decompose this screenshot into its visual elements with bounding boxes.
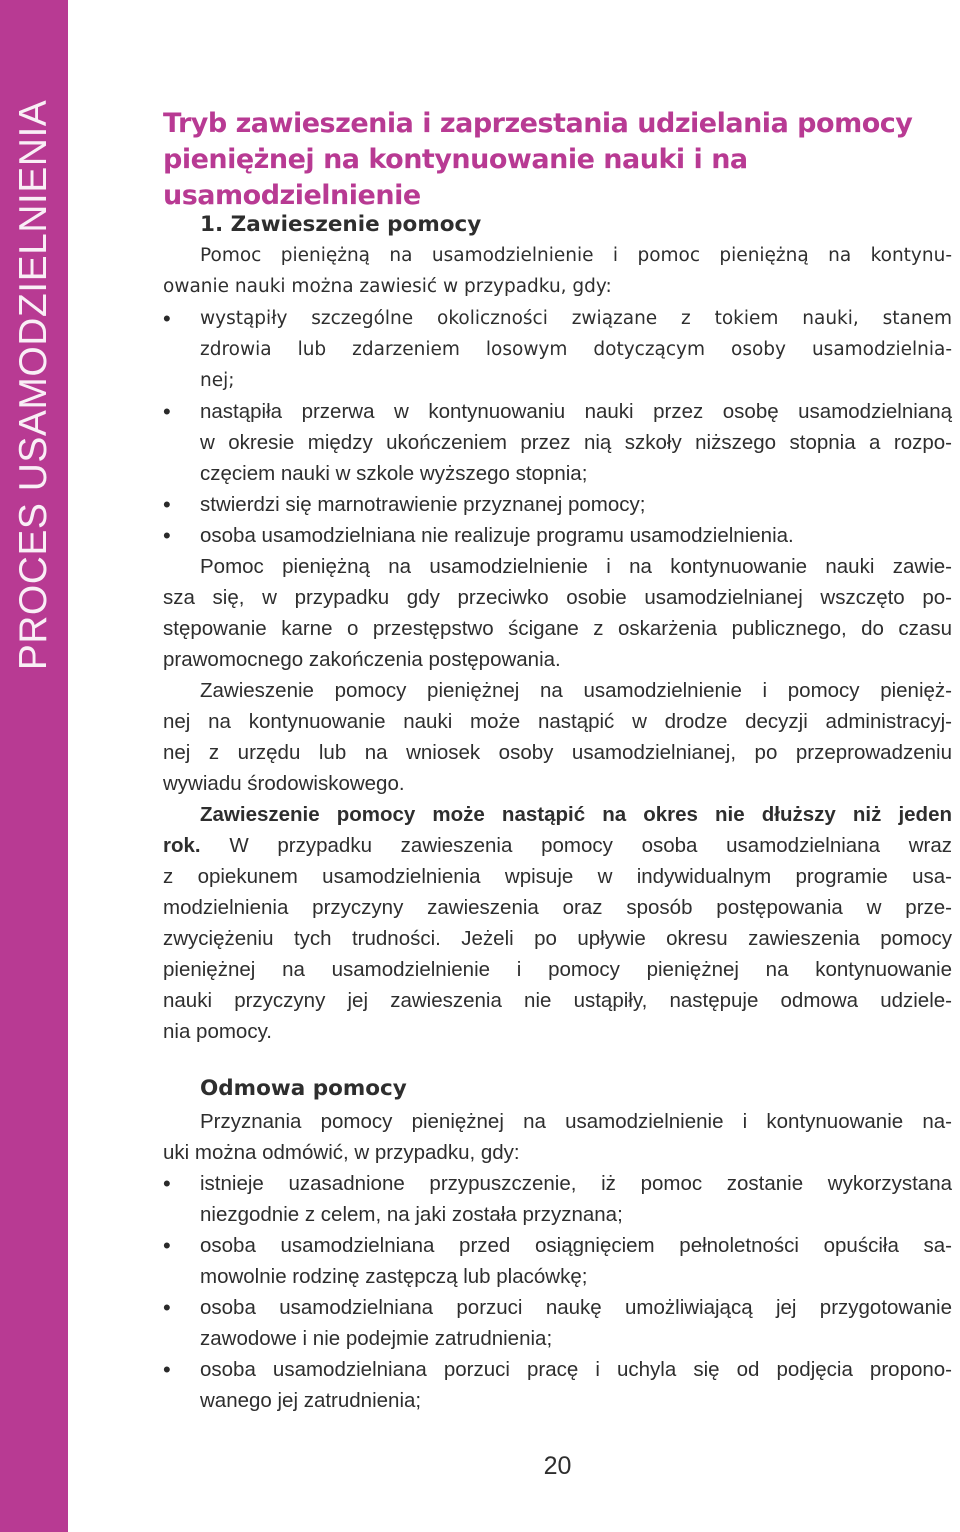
s1-bullet2-line-1: nastąpiła przerwa w kontynuowaniu nauki przez osobę usamodzielnianą [200, 400, 952, 423]
s2-bullet4-line-1: osoba usamodzielniana porzuci pracę i uchyla się od podjęcia propono- [200, 1358, 952, 1381]
s1-para1-line-1: Pomoc pieniężną na usamodzielnienie i na kontynuowanie nauki zawie- [200, 555, 952, 578]
page-number: 20 [543, 1452, 572, 1480]
s2-bullet4-line-2: wanego jej zatrudnienia; [200, 1389, 422, 1412]
s1-bullet2-line-3: częciem nauki w szkole wyższego stopnia; [200, 462, 588, 485]
s1-para1-line-2: sza się, w przypadku gdy przeciwko osobie usamodzielnianej wszczęto po- [163, 586, 952, 609]
bullet-icon: • [163, 523, 171, 548]
s1-para3-line-6: nauki przyczyny jej zawieszenia nie ustąpiły, następuje odmowa udziele- [163, 989, 952, 1012]
s1-bullet2-line-2: w okresie między ukończeniem przez nią szkoły niższego stopnia a rozpo- [200, 431, 952, 454]
s1-para3-line-7: nia pomocy. [163, 1020, 273, 1043]
s1-para3-bold-line-2: rok. [163, 834, 201, 857]
s1-para2-line-2: nej na kontynuowanie nauki może nastąpić w drodze decyzji administracyj- [163, 710, 952, 733]
s1-bullet1-line-3: nej; [200, 370, 235, 391]
page-title-line-1: Tryb zawieszenia i zaprzestania udzielania pomocy [163, 108, 913, 139]
s2-bullet2-line-1: osoba usamodzielniana przed osiągnięciem pełnoletności opuściła sa- [200, 1234, 952, 1257]
s1-bullet3-line-1: stwierdzi się marnotrawienie przyznanej pomocy; [200, 493, 646, 516]
s1-para3-line-4: zwyciężeniu tych trudności. Jeżeli po upływie okresu zawieszenia pomocy [163, 927, 952, 950]
page-title-line-2: pieniężnej na kontynuowanie nauki i na usamodzielnienie [163, 144, 748, 211]
bullet-icon: • [163, 306, 171, 331]
s2-intro-line-1: Przyznania pomocy pieniężnej na usamodzielnienie i kontynuowanie na- [200, 1110, 952, 1133]
s1-bullet1-line-2: zdrowia lub zdarzeniem losowym dotyczącym osoby usamodzielnia- [200, 339, 952, 360]
s2-bullet1-line-2: niezgodnie z celem, na jaki została przyznana; [200, 1203, 623, 1226]
bullet-icon: • [163, 492, 171, 517]
s1-intro-line-2: owanie nauki można zawiesić w przypadku, gdy: [163, 276, 612, 297]
s2-bullet2-line-2: mowolnie rodzinę zastępczą lub placówkę; [200, 1265, 588, 1288]
s1-para1-line-4: prawomocnego zakończenia postępowania. [163, 648, 561, 671]
s2-bullet3-line-1: osoba usamodzielniana porzuci naukę umożliwiającą jej przygotowanie [200, 1296, 952, 1319]
s2-bullet3-line-2: zawodowe i nie podejmie zatrudnienia; [200, 1327, 553, 1350]
bullet-icon: • [163, 1357, 171, 1382]
s1-intro-line-1: Pomoc pieniężną na usamodzielnienie i pomoc pieniężną na kontynu- [200, 245, 952, 266]
s1-para3-bold-line-1: Zawieszenie pomocy może nastąpić na okres nie dłuższy niż jeden [200, 803, 952, 826]
s1-bullet1-line-1: wystąpiły szczególne okoliczności związane z tokiem nauki, stanem [200, 308, 952, 329]
section-heading-odmowa: Odmowa pomocy [200, 1076, 407, 1101]
s1-bullet4-line-1: osoba usamodzielniana nie realizuje programu usamodzielnienia. [200, 524, 794, 547]
s2-intro-line-2: uki można odmówić, w przypadku, gdy: [163, 1141, 520, 1164]
s1-para3-rest-line-1: W przypadku zawieszenia pomocy osoba usamodzielniana wraz [200, 834, 952, 857]
s1-para2-line-3: nej z urzędu lub na wniosek osoby usamodzielnianej, po przeprowadzeniu [163, 741, 952, 764]
s1-para3-line-5: pieniężnej na usamodzielnienie i pomocy pieniężnej na kontynuowanie [163, 958, 952, 981]
bullet-icon: • [163, 399, 171, 424]
side-title-text: PROCES USAMODZIELNIENIA [12, 99, 55, 671]
s1-para3-line-1 [163, 830, 952, 861]
bullet-icon: • [163, 1171, 171, 1196]
side-title [0, 0, 68, 1532]
s1-para2-line-1: Zawieszenie pomocy pieniężnej na usamodzielnienie i pomocy pienięż- [200, 679, 952, 702]
s1-para1-line-3: stępowanie karne o przestępstwo ścigane z oskarżenia publicznego, do czasu [163, 617, 952, 640]
s1-para3-line-2: z opiekunem usamodzielnienia wpisuje w indywidualnym programie usa- [163, 865, 952, 888]
s1-para2-line-4: wywiadu środowiskowego. [163, 772, 405, 795]
section-heading-zawieszenie: 1. Zawieszenie pomocy [200, 212, 482, 237]
s2-bullet1-line-1: istnieje uzasadnione przypuszczenie, iż pomoc zostanie wykorzystana [200, 1172, 952, 1195]
s1-para3-line-3: modzielnienia przyczyny zawieszenia oraz sposób postępowania w prze- [163, 896, 952, 919]
bullet-icon: • [163, 1233, 171, 1258]
bullet-icon: • [163, 1295, 171, 1320]
